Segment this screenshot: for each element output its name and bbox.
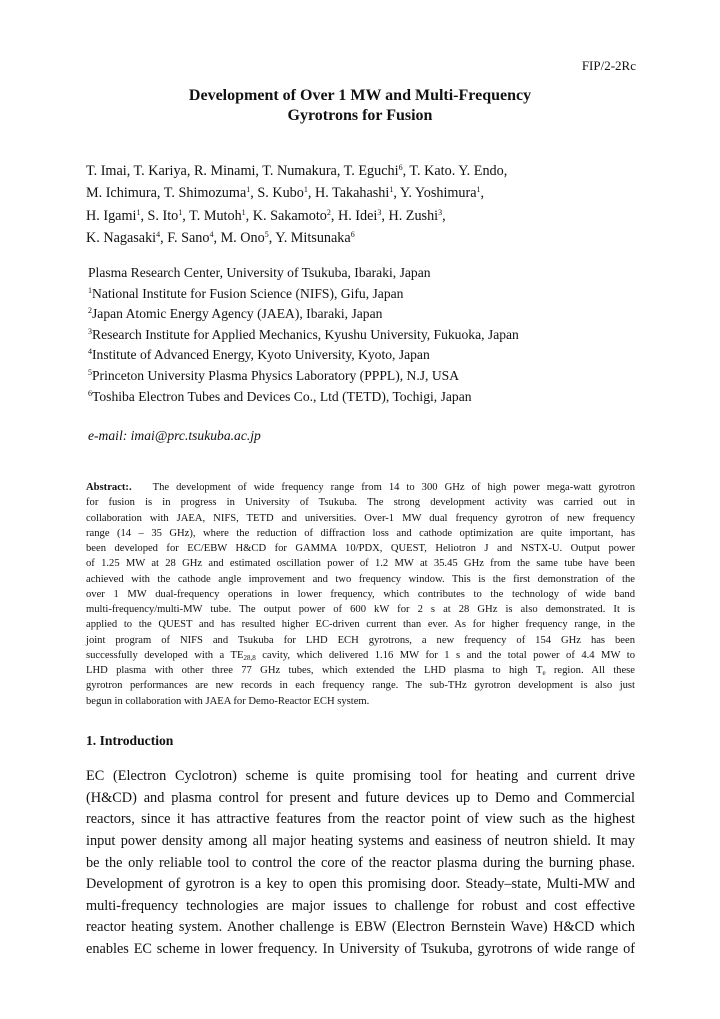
abstract-block xyxy=(86,480,635,709)
body-text-line: enables EC scheme in lower frequency. In University of Tsukuba, gyrotrons of wide range of xyxy=(86,941,635,958)
affiliation-item: $^5$Princeton University Plasma Physics Laboratory (PPPL), N.J, USA xyxy=(88,367,460,383)
abstract-line: gyrotron performances are new records in each frequency range. The sub-THz gyrotron development is also just xyxy=(86,680,635,692)
author-line: M. Ichimura, T. Shimozuma$^1$, S. Kubo$^1$, H. Takahashi$^1$, Y. Yoshimura$^1$, xyxy=(86,185,485,202)
title-line-2: Gyrotrons for Fusion xyxy=(287,107,433,124)
body-text-line: Development of gyrotron is a key to open this promising door. Steady–state, Multi-MW and xyxy=(86,876,635,893)
section-heading-introduction: 1. Introduction xyxy=(86,733,174,748)
abstract-line: range (14 – 35 GHz), where the reduction of diffraction loss and cathode optimization are quite important, has xyxy=(86,527,635,539)
affiliation-item: Plasma Research Center, University of Tsukuba, Ibaraki, Japan xyxy=(88,265,431,280)
author-line: H. Igami$^1$, S. Ito$^1$, T. Mutoh$^1$, K. Sakamoto$^2$, H. Idei$^3$, H. Zushi$^3$, xyxy=(86,207,446,224)
paper-title xyxy=(0,86,720,126)
body-text-line: be the only reliable tool to control the core of the reactor plasma during the burning phase. xyxy=(86,854,635,871)
body-text-line: multi-frequency technologies are major issues to challenge for robust and cost effective xyxy=(86,897,635,914)
body-text-line: reactors, since it has attractive features from the reactor point of view such as the highest xyxy=(86,811,635,828)
body-text-line: EC (Electron Cyclotron) scheme is quite promising tool for heating and current drive xyxy=(86,768,635,784)
affiliation-item: $^1$National Institute for Fusion Science (NIFS), Gifu, Japan xyxy=(88,285,404,301)
affiliation-item: $^3$Research Institute for Applied Mechanics, Kyushu University, Fukuoka, Japan xyxy=(88,326,519,342)
abstract-line: over 1 MW dual-frequency operations in lower frequency, which contributes to the technology of wide band xyxy=(86,588,635,600)
paper-reference-number: FIP/2-2Rc xyxy=(581,58,636,73)
body-text-line: input power density among all major heating systems and easiness of neutron shield. It may xyxy=(86,832,635,849)
contact-email: e-mail: imai@prc.tsukuba.ac.jp xyxy=(88,428,261,443)
abstract-line: of 1.25 MW at 28 GHz and estimated oscillation power of 1.2 MW at 35.45 GHz from the same tube have been xyxy=(86,558,635,570)
affiliation-item: $^2$Japan Atomic Energy Agency (JAEA), Ibaraki, Japan xyxy=(88,306,383,322)
abstract-line: applied to the QUEST and has resulted higher EC-driven current than ever. As for higher frequency range, in the xyxy=(86,619,635,631)
author-line: T. Imai, T. Kariya, R. Minami, T. Numakura, T. Eguchi$^6$, T. Kato. Y. Endo, xyxy=(86,163,508,179)
abstract-line: for fusion is in progress in University of Tsukuba. The strong development activity was carried out in xyxy=(86,497,635,509)
title-line-1: Development of Over 1 MW and Multi-Frequency xyxy=(188,87,532,104)
abstract-line: collaboration with JAEA, NIFS, TETD and universities. Over-1 MW dual frequency gyrotron of new frequency xyxy=(86,512,635,524)
abstract-line: achieved with the cathode angle improvement and two frequency window. This is the first demonstration of the xyxy=(86,573,635,585)
author-list xyxy=(86,160,646,249)
affiliation-list xyxy=(88,263,648,407)
abstract-line: Abstract:. The development of wide frequency range from 14 to 300 GHz of high power mega-watt gyrotron xyxy=(86,482,635,493)
introduction-body xyxy=(86,766,635,961)
abstract-label: Abstract:. xyxy=(86,482,132,493)
abstract-line: been developed for EC/EBW H&CD for GAMMA 10/PDX, QUEST, Heliotron J and NSTX-U. Output power xyxy=(86,543,635,554)
abstract-line: begun in collaboration with JAEA for Demo-Reactor ECH system. xyxy=(86,695,370,707)
abstract-line: multi-frequency/multi-MW tube. The output power of 600 kW for 2 s at 28 GHz is also demonstrated. It is xyxy=(86,604,635,615)
body-text-line: (H&CD) and plasma control for present and future devices up to Demo and Commercial xyxy=(86,789,635,806)
author-line: K. Nagasaki$^4$, F. Sano$^4$, M. Ono$^5$, Y. Mitsunaka$^6$ xyxy=(86,229,355,246)
body-text-line: reactor heating system. Another challenge is EBW (Electron Bernstein Wave) H&CD which xyxy=(86,919,635,936)
abstract-line: LHD plasma with other three 77 GHz tubes, which extended the LHD plasma to high $T_e$ region. All these xyxy=(86,665,635,677)
affiliation-item: $^4$Institute of Advanced Energy, Kyoto University, Kyoto, Japan xyxy=(88,347,430,363)
abstract-line: joint program of NIFS and Tsukuba for LHD ECH gyrotrons, a new frequency of 154 GHz has been xyxy=(86,634,635,646)
affiliation-item: $^6$Toshiba Electron Tubes and Devices Co., Ltd (TETD), Tochigi, Japan xyxy=(88,388,472,404)
abstract-line: successfully developed with a $TE_{28,8}$ cavity, which delivered 1.16 MW for 1 s and the total power of 4.4 MW to xyxy=(86,649,635,662)
